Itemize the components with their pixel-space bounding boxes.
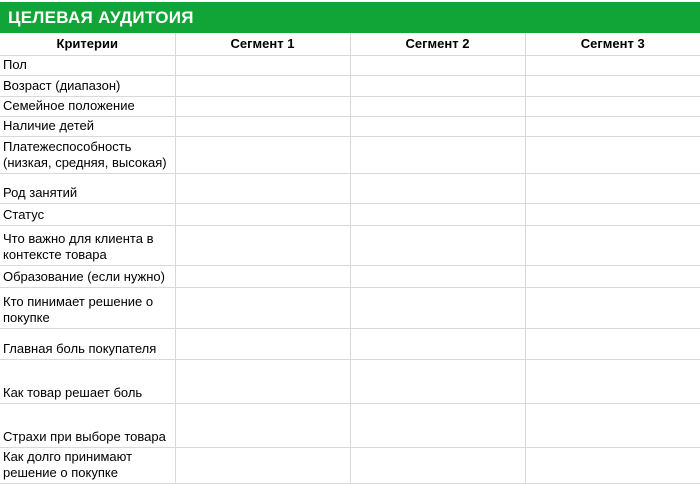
table-row: [0, 136, 700, 173]
segment-2-cell[interactable]: [350, 136, 525, 173]
table-header-row: [0, 33, 700, 55]
segment-3-cell[interactable]: [525, 447, 700, 483]
segment-2-cell[interactable]: [350, 359, 525, 403]
segment-1-cell[interactable]: [175, 328, 350, 359]
segment-1-cell[interactable]: [175, 96, 350, 116]
criteria-cell[interactable]: Пол: [0, 55, 175, 75]
table-row: [0, 203, 700, 225]
segment-2-cell[interactable]: [350, 75, 525, 96]
segment-2-cell[interactable]: [350, 96, 525, 116]
segment-1-cell[interactable]: [175, 136, 350, 173]
segment-3-cell[interactable]: [525, 328, 700, 359]
table-row: [0, 55, 700, 75]
criteria-cell[interactable]: Платежеспособность (низкая, средняя, высокая): [0, 136, 175, 173]
segment-1-cell[interactable]: [175, 75, 350, 96]
column-header-segment-1[interactable]: Сегмент 1: [175, 33, 350, 55]
segment-1-cell[interactable]: [175, 203, 350, 225]
segment-3-cell[interactable]: [525, 265, 700, 287]
segment-3-cell[interactable]: [525, 359, 700, 403]
segment-2-cell[interactable]: [350, 265, 525, 287]
segment-3-cell[interactable]: [525, 173, 700, 203]
table-row: [0, 403, 700, 447]
segment-2-cell[interactable]: [350, 116, 525, 136]
segment-3-cell[interactable]: [525, 136, 700, 173]
segment-2-cell[interactable]: [350, 55, 525, 75]
column-header-segment-3[interactable]: Сегмент 3: [525, 33, 700, 55]
criteria-cell[interactable]: Род занятий: [0, 173, 175, 203]
segment-1-cell[interactable]: [175, 173, 350, 203]
segment-3-cell[interactable]: [525, 116, 700, 136]
segment-2-cell[interactable]: [350, 447, 525, 483]
table-row: [0, 328, 700, 359]
column-header-criteria[interactable]: Критерии: [0, 33, 175, 55]
criteria-cell[interactable]: Семейное положение: [0, 96, 175, 116]
segment-2-cell[interactable]: [350, 403, 525, 447]
page-title: ЦЕЛЕВАЯ АУДИТОИЯ: [8, 7, 194, 27]
segment-1-cell[interactable]: [175, 447, 350, 483]
criteria-cell[interactable]: Возраст (диапазон): [0, 75, 175, 96]
segment-1-cell[interactable]: [175, 287, 350, 328]
segment-3-cell[interactable]: [525, 403, 700, 447]
segment-2-cell[interactable]: [350, 328, 525, 359]
segment-2-cell[interactable]: [350, 203, 525, 225]
segment-3-cell[interactable]: [525, 203, 700, 225]
segment-2-cell[interactable]: [350, 225, 525, 265]
table-body: [0, 55, 700, 483]
segment-1-cell[interactable]: [175, 359, 350, 403]
column-header-segment-2[interactable]: Сегмент 2: [350, 33, 525, 55]
segment-3-cell[interactable]: [525, 75, 700, 96]
criteria-cell[interactable]: Главная боль покупателя: [0, 328, 175, 359]
segment-1-cell[interactable]: [175, 403, 350, 447]
segment-1-cell[interactable]: [175, 225, 350, 265]
segment-3-cell[interactable]: [525, 96, 700, 116]
table-row: [0, 116, 700, 136]
criteria-cell[interactable]: Как долго принимают решение о покупке: [0, 447, 175, 483]
table-row: [0, 265, 700, 287]
segment-3-cell[interactable]: [525, 287, 700, 328]
criteria-cell[interactable]: Кто пинимает решение о покупке: [0, 287, 175, 328]
criteria-cell[interactable]: Наличие детей: [0, 116, 175, 136]
table-row: [0, 96, 700, 116]
table-row: [0, 75, 700, 96]
criteria-cell[interactable]: Статус: [0, 203, 175, 225]
segment-3-cell[interactable]: [525, 225, 700, 265]
table-row: [0, 447, 700, 483]
table-row: [0, 173, 700, 203]
table-row: [0, 225, 700, 265]
sheet-title-banner[interactable]: [0, 2, 700, 33]
target-audience-table: [0, 33, 700, 484]
criteria-cell[interactable]: Как товар решает боль: [0, 359, 175, 403]
segment-1-cell[interactable]: [175, 55, 350, 75]
criteria-cell[interactable]: Что важно для клиента в контексте товара: [0, 225, 175, 265]
criteria-cell[interactable]: Образование (если нужно): [0, 265, 175, 287]
segment-3-cell[interactable]: [525, 55, 700, 75]
segment-2-cell[interactable]: [350, 287, 525, 328]
segment-1-cell[interactable]: [175, 265, 350, 287]
table-row: [0, 287, 700, 328]
segment-2-cell[interactable]: [350, 173, 525, 203]
table-row: [0, 359, 700, 403]
segment-1-cell[interactable]: [175, 116, 350, 136]
criteria-cell[interactable]: Страхи при выборе товара: [0, 403, 175, 447]
